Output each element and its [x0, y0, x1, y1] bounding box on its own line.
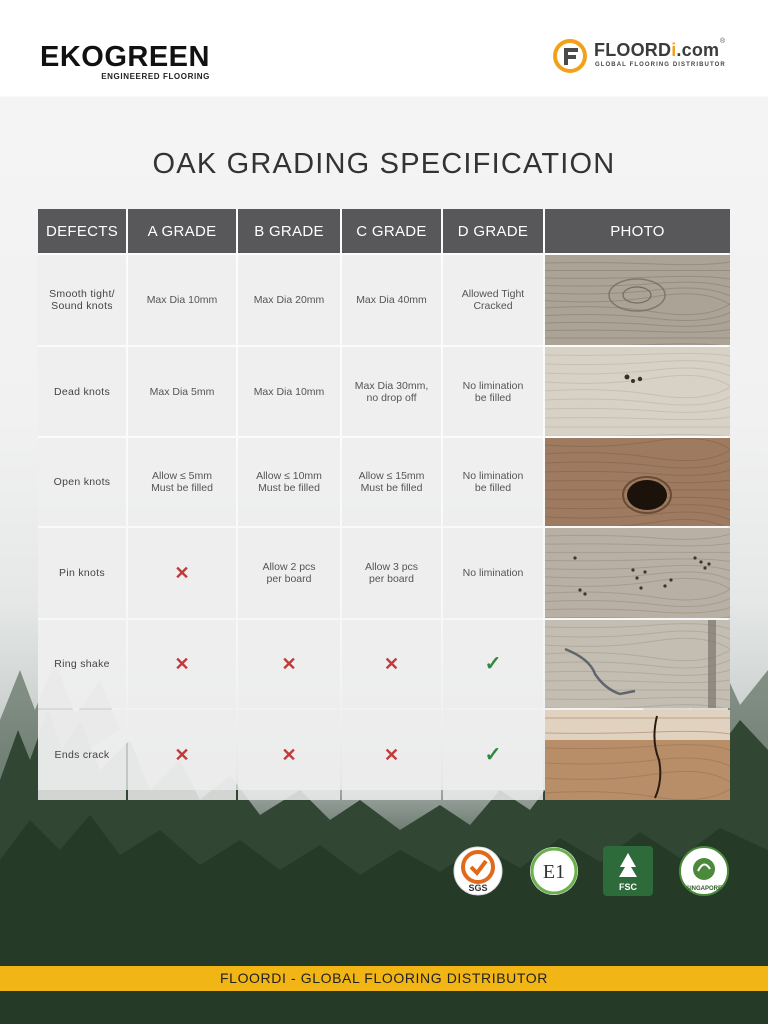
header — [0, 0, 768, 96]
cell-dead-knots-b-grade: Max Dia 10mm — [238, 347, 340, 436]
cell-ring-shake-c-grade — [342, 620, 441, 708]
brand-name: EKOGREEN — [40, 41, 210, 73]
registered-mark: ® — [720, 38, 726, 45]
column-header-defects: DEFECTS — [38, 209, 126, 253]
distributor-name-tld: .com — [676, 40, 720, 60]
distributor-name-main: FLOORD — [594, 40, 672, 60]
column-header-d-grade: D GRADE — [443, 209, 543, 253]
e1-badge-label: E1 — [542, 861, 566, 883]
cell-ring-shake-a-grade — [128, 620, 236, 708]
grading-table — [38, 209, 728, 790]
row-header-ring-shake: Ring shake — [38, 620, 126, 708]
cell-pin-knots-d-grade: No limination — [443, 528, 543, 618]
check-icon: ✓ — [484, 653, 502, 675]
cell-ring-shake-d-grade — [443, 620, 543, 708]
certification-badges — [452, 845, 732, 901]
column-header-b-grade: B GRADE — [238, 209, 340, 253]
ekogreen-logo — [40, 42, 210, 82]
e1-badge — [528, 845, 580, 897]
cell-pin-knots-c-grade: Allow 3 pcs per board — [342, 528, 441, 618]
cross-icon: ✕ — [174, 563, 190, 583]
cell-open-knots-a-grade: Allow ≤ 5mm Must be filled — [128, 438, 236, 526]
row-header-pin-knots: Pin knots — [38, 528, 126, 618]
check-icon: ✓ — [484, 744, 502, 766]
row-header-ends-crack: Ends crack — [38, 710, 126, 800]
cell-ends-crack-d-grade — [443, 710, 543, 800]
cell-ends-crack-a-grade — [128, 710, 236, 800]
fsc-badge — [602, 845, 654, 897]
photo-ring-shake — [545, 620, 730, 708]
photo-open-knot — [545, 438, 730, 526]
greenlabel-badge-label: SINGAPORE — [685, 886, 723, 892]
sgs-badge — [452, 845, 504, 897]
distributor-name — [594, 40, 719, 61]
row-header-smooth-tight-sound-knots: Smooth tight/ Sound knots — [38, 255, 126, 345]
photo-dead-knot — [545, 347, 730, 436]
cell-open-knots-d-grade: No limination be filled — [443, 438, 543, 526]
cell-ends-crack-c-grade — [342, 710, 441, 800]
greenlabel-badge — [678, 845, 730, 897]
cell-smooth-tight-sound-knots-b-grade: Max Dia 20mm — [238, 255, 340, 345]
floordi-logo — [552, 38, 732, 78]
distributor-tagline: GLOBAL FLOORING DISTRIBUTOR — [595, 62, 726, 68]
cell-dead-knots-a-grade: Max Dia 5mm — [128, 347, 236, 436]
cell-ring-shake-b-grade — [238, 620, 340, 708]
cell-ends-crack-b-grade — [238, 710, 340, 800]
sgs-badge-label: SGS — [468, 883, 488, 893]
cell-pin-knots-b-grade: Allow 2 pcs per board — [238, 528, 340, 618]
cell-dead-knots-c-grade: Max Dia 30mm, no drop off — [342, 347, 441, 436]
floordi-logo-icon — [552, 38, 588, 74]
photo-ends-crack — [545, 710, 730, 800]
column-header-a-grade: A GRADE — [128, 209, 236, 253]
cross-icon: ✕ — [383, 654, 400, 674]
row-header-dead-knots: Dead knots — [38, 347, 126, 436]
footer-banner: FLOORDI - GLOBAL FLOORING DISTRIBUTOR — [0, 966, 768, 991]
cell-smooth-tight-sound-knots-d-grade: Allowed Tight Cracked — [443, 255, 543, 345]
photo-pin-knot — [545, 528, 730, 618]
page-title: OAK GRADING SPECIFICATION — [152, 148, 616, 180]
cell-open-knots-b-grade: Allow ≤ 10mm Must be filled — [238, 438, 340, 526]
fsc-badge-label: FSC — [619, 882, 637, 892]
column-header-photo: PHOTO — [545, 209, 730, 253]
cross-icon: ✕ — [281, 745, 297, 765]
cell-pin-knots-a-grade — [128, 528, 236, 618]
cell-smooth-tight-sound-knots-a-grade: Max Dia 10mm — [128, 255, 236, 345]
cross-icon: ✕ — [174, 745, 190, 765]
column-header-c-grade: C GRADE — [342, 209, 441, 253]
cross-icon: ✕ — [174, 654, 190, 674]
cell-open-knots-c-grade: Allow ≤ 15mm Must be filled — [342, 438, 441, 526]
cross-icon: ✕ — [383, 745, 400, 765]
cross-icon: ✕ — [281, 654, 297, 674]
brand-tagline: ENGINEERED FLOORING — [101, 72, 210, 81]
photo-smooth-knot — [545, 255, 730, 345]
distributor-name-i: i — [671, 40, 677, 60]
row-header-open-knots: Open knots — [38, 438, 126, 526]
cell-smooth-tight-sound-knots-c-grade: Max Dia 40mm — [342, 255, 441, 345]
cell-dead-knots-d-grade: No limination be filled — [443, 347, 543, 436]
